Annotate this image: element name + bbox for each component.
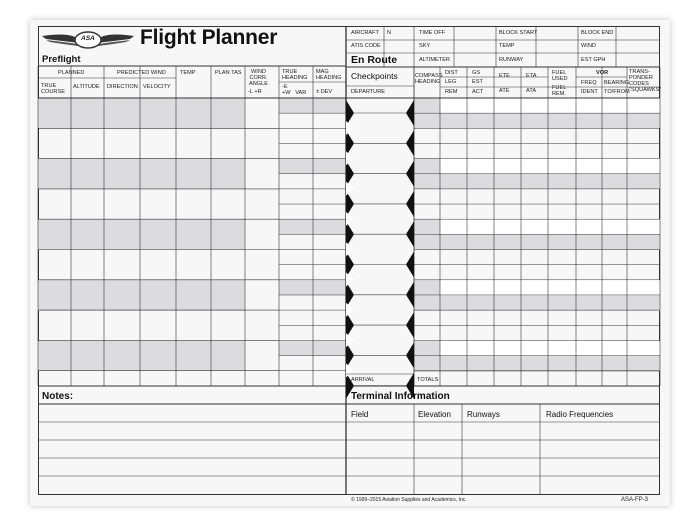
left-shaded-cell (140, 158, 176, 189)
direction-header: DIRECTION (107, 84, 138, 90)
gs-header: GS (472, 70, 481, 76)
wind-corr-header: WIND CORR. ANGLE (249, 69, 268, 87)
checkpoint-arrow (406, 191, 414, 217)
n-label: N (387, 30, 392, 36)
left-shaded-cell (140, 98, 176, 128)
left-shaded-cell (71, 341, 104, 371)
altimeter-label: ALTIMETER (419, 57, 450, 63)
rem-header: REM (445, 89, 458, 95)
preflight-heading: Preflight (42, 54, 81, 65)
atis-label: ATIS CODE (351, 43, 381, 49)
fuel-rem-header: FUEL REM. (552, 85, 567, 97)
left-shaded-cell (71, 98, 104, 128)
true-heading-header: TRUE HEADING (282, 69, 308, 81)
left-shaded-cell (211, 341, 245, 371)
est-header: EST (472, 79, 483, 85)
left-shaded-cell (104, 219, 140, 250)
left-shaded-cell (279, 219, 346, 235)
dev-header: ± DEV (316, 89, 333, 95)
leg-header: LEG (445, 79, 457, 85)
left-shaded-cell (279, 98, 346, 113)
left-shaded-cell (71, 219, 104, 250)
left-shaded-cell (38, 98, 71, 128)
velocity-header: VELOCITY (143, 84, 171, 90)
temp-header: TEMP (180, 70, 196, 76)
left-shaded-cell (38, 219, 71, 250)
block-end-label: BLOCK END (581, 30, 614, 36)
vor-header: VOR (596, 70, 609, 76)
wind-info-label: WIND (581, 43, 596, 49)
altitude-header: ALTITUDE (73, 84, 100, 90)
checkpoint-notch (346, 303, 354, 317)
predicted-wind-header: PREDICTED WIND (117, 70, 166, 76)
checkpoint-notch (346, 273, 354, 287)
fuel-used-header: FUEL USED (552, 70, 568, 82)
left-shaded-cell (176, 341, 211, 371)
temp-info-label: TEMP (499, 43, 515, 49)
left-shaded-cell (140, 280, 176, 311)
checkpoint-arrow (406, 100, 414, 126)
left-shaded-cell (38, 158, 71, 189)
left-shaded-cell (176, 219, 211, 250)
plan-tas-header: PLAN TAS (215, 70, 242, 76)
totals-label: TOTALS (417, 377, 439, 383)
elevation-label: Elevation (418, 410, 451, 419)
radio-frequencies-label: Radio Frequencies (546, 410, 614, 419)
form-id: ASA-FP-3 (621, 497, 649, 503)
checkpoint-notch (346, 333, 354, 347)
runway-label: RUNWAY (499, 57, 524, 63)
left-shaded-cell (104, 158, 140, 189)
left-shaded-cell (211, 98, 245, 128)
departure-label: DEPARTURE (351, 89, 385, 95)
to-from-header: TO/FROM (604, 89, 630, 95)
wind-lr-header: -L +R (248, 89, 262, 95)
ate-header: ATE (499, 88, 510, 94)
true-course-header: TRUE COURSE (41, 83, 65, 95)
left-shaded-cell (176, 280, 211, 311)
checkpoint-notch (346, 212, 354, 226)
left-shaded-cell (211, 158, 245, 189)
left-shaded-cell (176, 98, 211, 128)
aircraft-label: AIRCRAFT (351, 30, 379, 36)
transponder-header: TRANS- PONDER CODES "SQUAWKS" (629, 69, 662, 93)
checkpoint-notch (346, 182, 354, 196)
dist-header: DIST (445, 70, 458, 76)
checkpoint-arrow (406, 342, 414, 368)
checkpoints-header: Checkpoints (351, 71, 398, 81)
arrival-label: ARRIVAL (351, 377, 375, 383)
left-shaded-cell (104, 98, 140, 128)
checkpoint-arrow (406, 312, 414, 338)
act-header: ACT (472, 89, 484, 95)
left-shaded-cell (71, 158, 104, 189)
left-shaded-cell (71, 280, 104, 311)
checkpoint-arrow (406, 161, 414, 187)
planned-header: PLANNED (58, 70, 85, 76)
left-shaded-cell (38, 341, 71, 371)
sky-label: SKY (419, 43, 431, 49)
left-shaded-cell (176, 158, 211, 189)
left-shaded-cell (140, 341, 176, 371)
freq-header: FREQ (581, 80, 597, 86)
runways-label: Runways (467, 410, 500, 419)
notes-label: Notes: (42, 391, 74, 402)
bearing-header: BEARING (604, 80, 630, 86)
checkpoint-arrow (406, 252, 414, 278)
field-label: Field (351, 410, 369, 419)
var-header: -E +W VAR (282, 84, 307, 96)
page-title: Flight Planner (140, 26, 278, 49)
checkpoint-notch (346, 151, 354, 165)
left-shaded-cell (38, 280, 71, 311)
logo-text: ASA (81, 35, 95, 42)
checkpoint-notch (346, 121, 354, 135)
left-shaded-cell (211, 280, 245, 311)
ident-header: IDENT (581, 89, 598, 95)
left-shaded-cell (140, 219, 176, 250)
ata-header: ATA (526, 88, 537, 94)
eta-header: ETA (526, 73, 537, 79)
left-shaded-cell (211, 219, 245, 250)
checkpoint-arrow (406, 221, 414, 247)
checkpoint-arrow (406, 282, 414, 308)
compass-heading-header: COMPASS HEADING (415, 73, 443, 85)
left-shaded-cell (279, 158, 346, 174)
left-shaded-cell (104, 280, 140, 311)
checkpoint-notch (346, 363, 354, 377)
left-shaded-cell (279, 280, 346, 296)
ete-header: ETE (499, 73, 510, 79)
time-off-label: TIME OFF (419, 30, 446, 36)
est-gph-label: EST GPH (581, 57, 606, 63)
copyright-text: © 1999–2015 Aviation Supplies and Academics, Inc. (351, 497, 467, 503)
left-shaded-cell (104, 341, 140, 371)
checkpoint-arrow (406, 130, 414, 156)
en-route-heading: En Route (351, 54, 398, 66)
terminal-info-heading: Terminal Information (351, 391, 450, 402)
block-start-label: BLOCK START (499, 30, 538, 36)
mag-heading-header: MAG HEADING (316, 69, 342, 81)
left-shaded-cell (279, 341, 346, 356)
checkpoint-notch (346, 242, 354, 256)
